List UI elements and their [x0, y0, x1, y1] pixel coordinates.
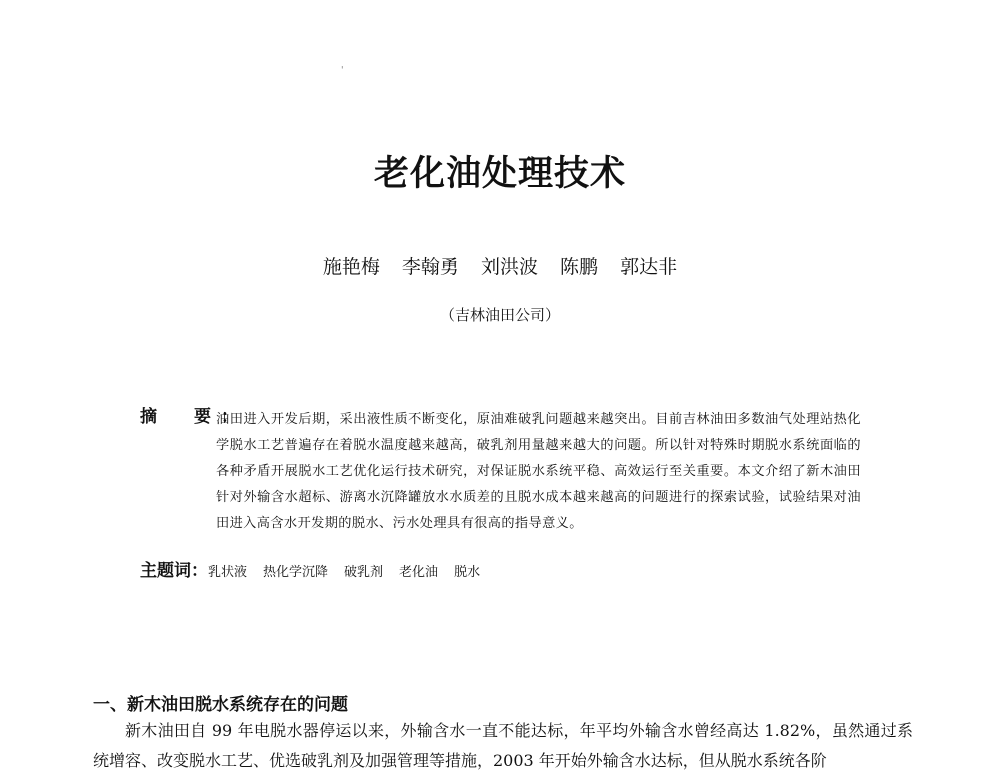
keywords-block [140, 556, 496, 581]
affiliation: （吉林油田公司） [439, 306, 560, 324]
author: 刘洪波 [480, 256, 538, 278]
keyword: 脱水 [454, 565, 481, 580]
stray-mark: ' [341, 66, 344, 76]
author: 陈鹏 [560, 256, 599, 278]
keyword: 老化油 [399, 565, 439, 580]
author: 施艳梅 [322, 256, 380, 278]
author: 郭达非 [620, 256, 678, 278]
paper-title: 老化油处理技术 [373, 154, 626, 194]
keyword: 热化学沉降 [263, 565, 329, 580]
keyword: 乳状液 [208, 565, 248, 580]
keyword: 破乳剂 [344, 565, 384, 580]
keyword-list [208, 565, 496, 580]
author: 李翰勇 [401, 256, 459, 278]
abstract-text: 油田进入开发后期，采出液性质不断变化，原油难破乳问题越来越突出。目前吉林油田多数油气处理站热化学脱水工艺普遍存在着脱水温度越来越高，破乳剂用量越来越大的问题。所以针对特殊时期脱水系统面临的各种矛盾开展脱水工艺优化运行技术研究，对保证脱水系统平稳、高效运行至关重要。本文介绍了新木油田针对外输含水超标、游离水沉降罐放水水质差的且脱水成本越来越高的问题进行的探索试验，试验结果对油田进入高含水开发期的脱水、污水处理具有很高的指导意义。 [216, 412, 861, 531]
keywords-label: 主题词： [140, 561, 208, 581]
section-heading: 一、新木油田脱水系统存在的问题 [93, 695, 348, 715]
abstract-label: 摘 要： [140, 407, 248, 427]
section-body-text: 新木油田自 99 年电脱水器停运以来，外输含水一直不能达标，年平均外输含水曾经高达 1.82%，虽然通过系统增容、改变脱水工艺、优选破乳剂及加强管理等措施，2003 年开始外输含水达标，但从脱水系统各阶 [93, 721, 913, 770]
author-list [0, 252, 1000, 279]
